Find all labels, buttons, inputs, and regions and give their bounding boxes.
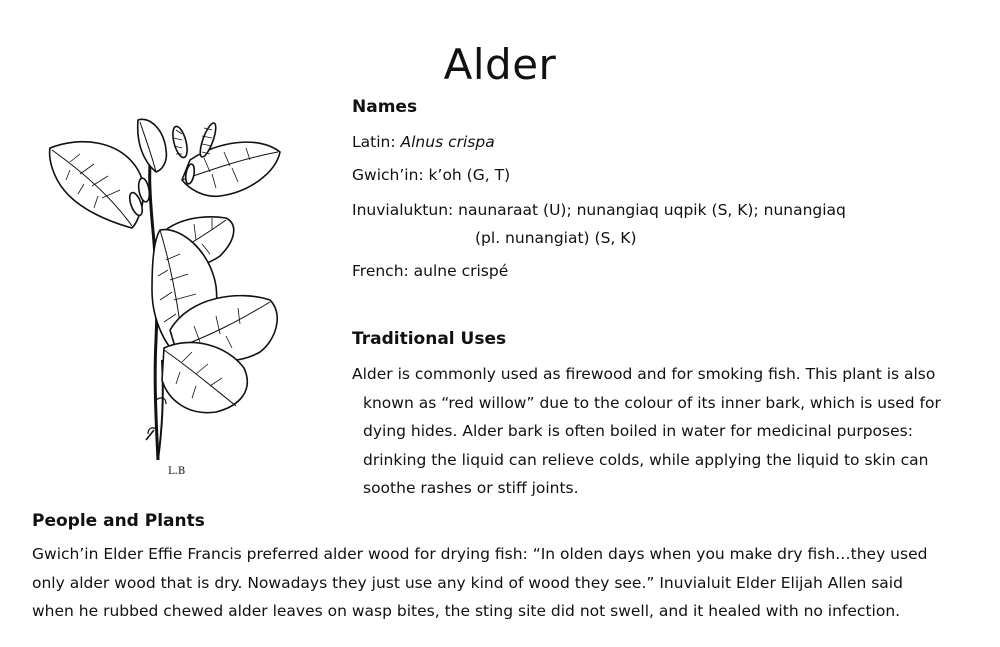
people-and-plants-paragraph [32,540,977,626]
people-and-plants-line: Gwich’in Elder Effie Francis preferred alder wood for drying fish: “In olden days when you make dry fish…they used [32,545,928,563]
people-and-plants-line: when he rubbed chewed alder leaves on wasp bites, the sting site did not swell, and it healed with no infection. [32,602,901,620]
people-and-plants-line: only alder wood that is dry. Nowadays they just use any kind of wood they see.” Inuvialuit Elder Elijah Allen said [32,573,903,592]
traditional-uses-paragraph [352,360,982,503]
latin-label: Latin: [352,133,396,151]
artist-initials: L.B [168,466,186,477]
traditional-uses-line: dying hides. Alder bark is often boiled in water for medicinal purposes: [363,422,913,440]
traditional-uses-line: Alder is commonly used as firewood and for smoking fish. This plant is also [352,365,936,383]
latin-value: Alnus crispa [400,133,495,151]
page-title: Alder [443,40,557,89]
french-name: French: aulne crispé [352,262,509,280]
traditional-uses-line: soothe rashes or stiff joints. [363,479,579,497]
inuvialuktun-name-line1: Inuvialuktun: naunaraat (U); nunangiaq uqpik (S, K); nunangiaq [352,201,846,219]
traditional-uses-line: known as “red willow” due to the colour of its inner bark, which is used for [363,393,941,412]
inuvialuktun-name-line2: (pl. nunangiat) (S, K) [475,229,637,247]
names-heading: Names [352,97,418,117]
alder-branch-illustration [40,100,310,480]
people-and-plants-heading: People and Plants [32,511,205,531]
traditional-uses-line: drinking the liquid can relieve colds, while applying the liquid to skin can [363,450,929,469]
gwichin-name: Gwich’in: k’oh (G, T) [352,166,511,184]
latin-name-line [352,133,495,151]
traditional-uses-heading: Traditional Uses [352,329,507,349]
